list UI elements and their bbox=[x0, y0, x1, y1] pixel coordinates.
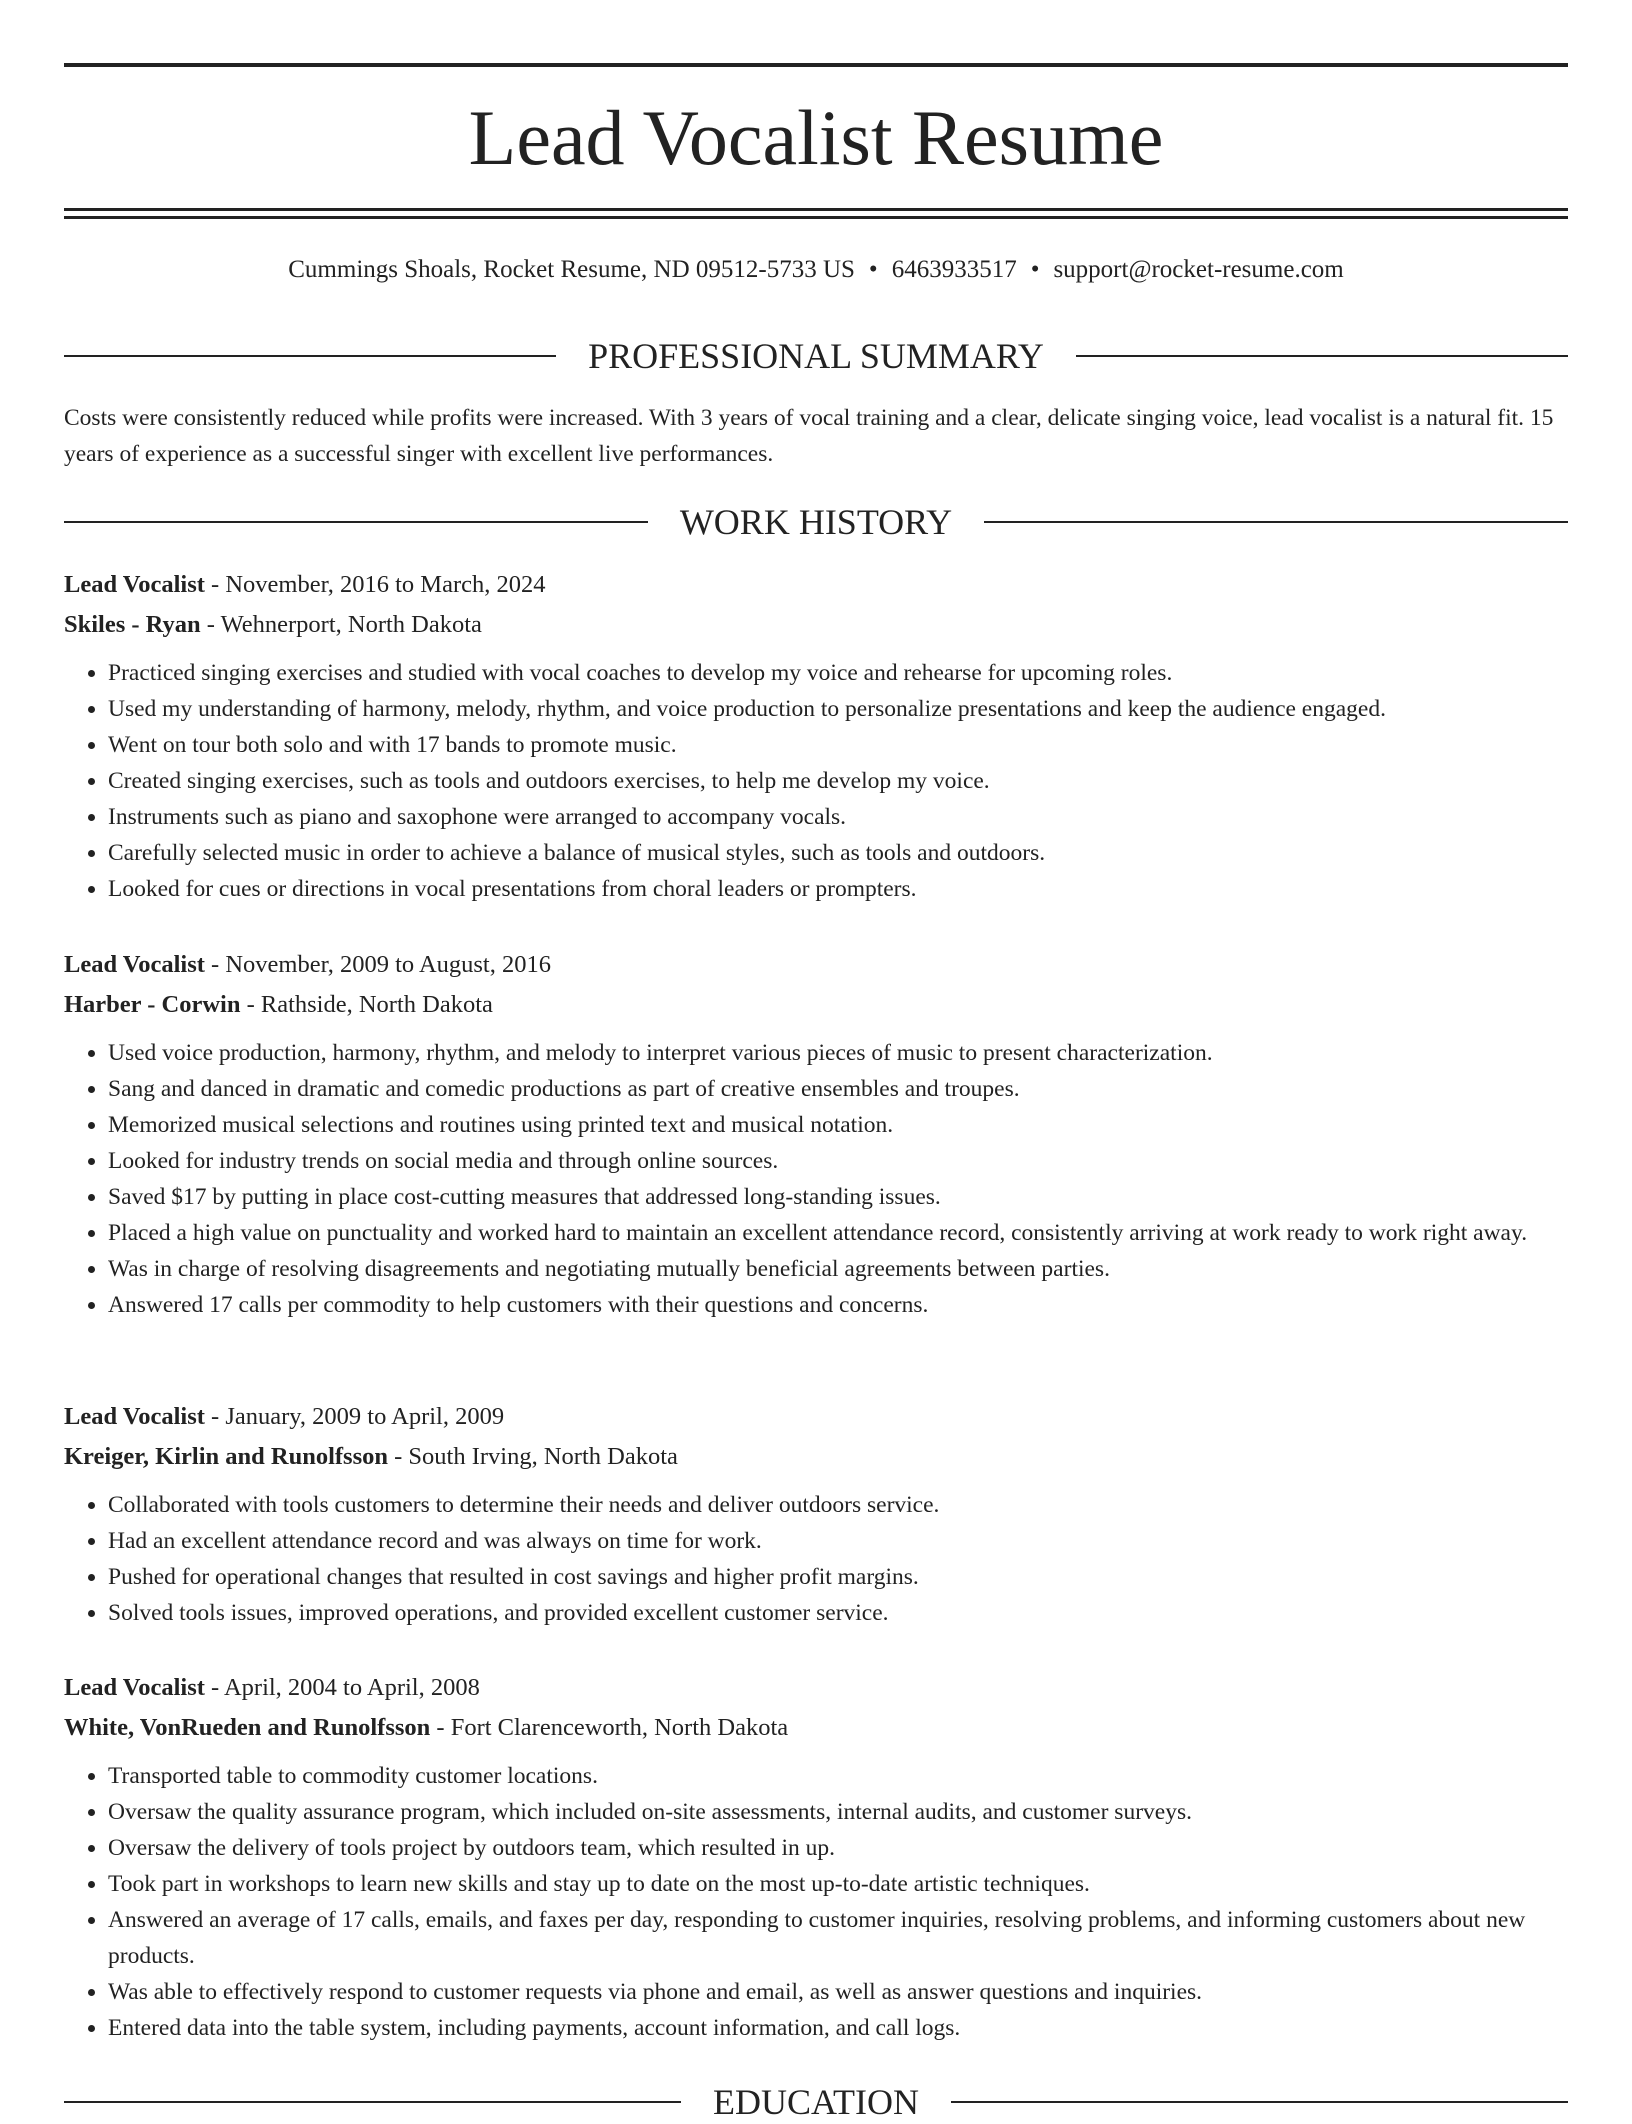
job-bullet: • Practiced singing exercises and studied with vocal coaches to develop my voice and rehearse for upcoming roles. bbox=[108, 655, 1568, 691]
job-dates: - November, 2009 to August, 2016 bbox=[204, 951, 551, 978]
section-heading-education bbox=[64, 2080, 1568, 2124]
heading-rule bbox=[1076, 355, 1568, 357]
job-bullet: • Was in charge of resolving disagreements and negotiating mutually beneficial agreements between parties. bbox=[108, 1251, 1568, 1287]
section-heading-summary bbox=[64, 334, 1568, 378]
contact-phone: 6463933517 bbox=[891, 256, 1017, 283]
job-title: Lead Vocalist bbox=[64, 1403, 205, 1430]
heading-rule bbox=[64, 355, 556, 357]
job-company: Skiles - Ryan bbox=[64, 611, 201, 638]
job-dates: - April, 2004 to April, 2008 bbox=[204, 1674, 480, 1701]
job-role-line bbox=[64, 1397, 1568, 1437]
contact-line bbox=[64, 253, 1568, 287]
contact-separator: • bbox=[1030, 256, 1040, 283]
job-dates: - November, 2016 to March, 2024 bbox=[204, 571, 546, 598]
job-bullets bbox=[64, 1758, 1568, 2046]
job-bullets bbox=[64, 1035, 1568, 1323]
job-entry bbox=[64, 565, 1568, 907]
job-role-line bbox=[64, 945, 1568, 985]
job-bullet: • Answered 17 calls per commodity to help customers with their questions and concerns. bbox=[108, 1287, 1568, 1323]
title-rule-lower bbox=[64, 216, 1568, 219]
section-heading-label: PROFESSIONAL SUMMARY bbox=[588, 336, 1044, 376]
job-role-line bbox=[64, 565, 1568, 605]
job-location: - Fort Clarenceworth, North Dakota bbox=[430, 1714, 789, 1741]
top-rule bbox=[64, 63, 1568, 67]
job-company-line bbox=[64, 605, 1568, 645]
job-company: Harber - Corwin bbox=[64, 991, 241, 1018]
job-bullet: • Solved tools issues, improved operations, and provided excellent customer service. bbox=[108, 1595, 1568, 1631]
job-company-line bbox=[64, 1437, 1568, 1477]
contact-email: support@rocket-resume.com bbox=[1053, 256, 1344, 283]
job-bullets bbox=[64, 655, 1568, 907]
section-heading-label: EDUCATION bbox=[713, 2082, 919, 2122]
job-bullet: • Carefully selected music in order to achieve a balance of musical styles, such as tools and outdoors. bbox=[108, 835, 1568, 871]
job-bullet: • Sang and danced in dramatic and comedic productions as part of creative ensembles and troupes. bbox=[108, 1071, 1568, 1107]
job-location: - South Irving, North Dakota bbox=[388, 1443, 678, 1470]
job-bullet: • Took part in workshops to learn new skills and stay up to date on the most up-to-date artistic techniques. bbox=[108, 1866, 1568, 1902]
title-rule-upper bbox=[64, 208, 1568, 211]
job-title: Lead Vocalist bbox=[64, 571, 205, 598]
job-bullet: • Transported table to commodity customer locations. bbox=[108, 1758, 1568, 1794]
job-dates: - January, 2009 to April, 2009 bbox=[204, 1403, 505, 1430]
job-bullet: • Looked for cues or directions in vocal presentations from choral leaders or prompters. bbox=[108, 871, 1568, 907]
heading-rule bbox=[64, 521, 648, 523]
job-bullet: • Oversaw the delivery of tools project by outdoors team, which resulted in up. bbox=[108, 1830, 1568, 1866]
job-location: - Rathside, North Dakota bbox=[240, 991, 493, 1018]
job-bullets bbox=[64, 1487, 1568, 1631]
job-bullet: • Saved $17 by putting in place cost-cutting measures that addressed long-standing issues. bbox=[108, 1179, 1568, 1215]
contact-address: Cummings Shoals, Rocket Resume, ND 09512-5733 US bbox=[288, 256, 855, 283]
professional-summary: Costs were consistently reduced while profits were increased. With 3 years of vocal training and a clear, delicate singing voice, lead vocalist is a natural fit. 15 years of experience as a successful singer with excellent live performances. bbox=[64, 405, 1554, 467]
job-bullet: • Oversaw the quality assurance program, which included on-site assessments, internal audits, and customer surveys. bbox=[108, 1794, 1568, 1830]
job-bullet: • Placed a high value on punctuality and worked hard to maintain an excellent attendance record, consistently arriving at work ready to work right away. bbox=[108, 1215, 1568, 1251]
job-bullet: • Used my understanding of harmony, melody, rhythm, and voice production to personalize presentations and keep the audience engaged. bbox=[108, 691, 1568, 727]
job-entry bbox=[64, 1397, 1568, 1631]
section-heading-work bbox=[64, 500, 1568, 544]
heading-rule bbox=[64, 2101, 681, 2103]
job-bullet: • Pushed for operational changes that resulted in cost savings and higher profit margins. bbox=[108, 1559, 1568, 1595]
job-bullet: • Memorized musical selections and routines using printed text and musical notation. bbox=[108, 1107, 1568, 1143]
contact-separator: • bbox=[868, 256, 878, 283]
job-company-line bbox=[64, 1708, 1568, 1748]
job-entry bbox=[64, 945, 1568, 1323]
job-company: White, VonRueden and Runolfsson bbox=[64, 1714, 431, 1741]
job-bullet: • Entered data into the table system, including payments, account information, and call logs. bbox=[108, 2010, 1568, 2046]
job-bullet: • Instruments such as piano and saxophone were arranged to accompany vocals. bbox=[108, 799, 1568, 835]
resume-title: Lead Vocalist Resume bbox=[468, 94, 1164, 181]
job-bullet: • Had an excellent attendance record and was always on time for work. bbox=[108, 1523, 1568, 1559]
job-title: Lead Vocalist bbox=[64, 1674, 205, 1701]
job-bullet: • Looked for industry trends on social media and through online sources. bbox=[108, 1143, 1568, 1179]
job-company-line bbox=[64, 985, 1568, 1025]
job-location: - Wehnerport, North Dakota bbox=[200, 611, 482, 638]
job-entry bbox=[64, 1668, 1568, 2046]
job-bullet: • Collaborated with tools customers to determine their needs and deliver outdoors service. bbox=[108, 1487, 1568, 1523]
job-bullet: • Went on tour both solo and with 17 bands to promote music. bbox=[108, 727, 1568, 763]
section-heading-label: WORK HISTORY bbox=[679, 502, 953, 542]
job-role-line bbox=[64, 1668, 1568, 1708]
job-bullet: • Created singing exercises, such as tools and outdoors exercises, to help me develop my voice. bbox=[108, 763, 1568, 799]
heading-rule bbox=[951, 2101, 1568, 2103]
job-title: Lead Vocalist bbox=[64, 951, 205, 978]
heading-rule bbox=[984, 521, 1568, 523]
job-company: Kreiger, Kirlin and Runolfsson bbox=[64, 1443, 389, 1470]
job-bullet: • Was able to effectively respond to customer requests via phone and email, as well as answer questions and inquiries. bbox=[108, 1974, 1568, 2010]
job-bullet: • Used voice production, harmony, rhythm, and melody to interpret various pieces of music to present characterization. bbox=[108, 1035, 1568, 1071]
job-bullet: • Answered an average of 17 calls, emails, and faxes per day, responding to customer inquiries, resolving problems, and informing customers about new products. bbox=[108, 1902, 1568, 1974]
